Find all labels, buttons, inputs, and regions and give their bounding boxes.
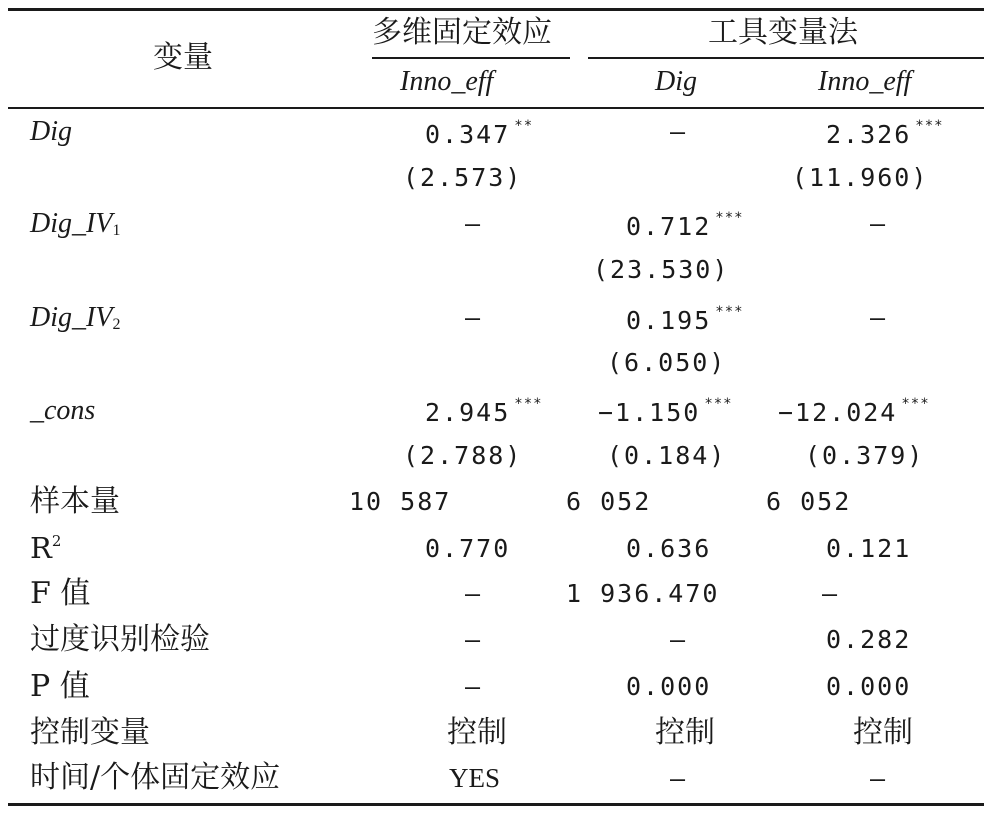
- group1-underline: [372, 57, 570, 59]
- header-group-fixed-effects: 多维固定效应: [372, 15, 552, 50]
- tstat-iv2-col2: (6.050): [607, 348, 727, 377]
- tstat-dig-col3: (11.960): [792, 163, 929, 192]
- coef-iv2-col1: —: [465, 303, 483, 332]
- controls-col3: 控制: [853, 715, 913, 750]
- p-value-col2: 0.000: [626, 672, 712, 701]
- coef-cons-col2: −1.150 ***: [598, 396, 733, 427]
- f-value-col1: —: [465, 579, 483, 608]
- header-col1: Inno_eff: [400, 66, 494, 97]
- sample-size-col2: 6 052: [566, 487, 652, 516]
- coef-cons-col3: −12.024 ***: [778, 396, 930, 427]
- group2-underline: [588, 57, 984, 59]
- coef-dig-col3: 2.326 ***: [826, 118, 944, 149]
- r-squared-col1: 0.770: [425, 534, 511, 563]
- fe-col2: —: [670, 764, 688, 793]
- tstat-cons-col3: (0.379): [805, 441, 925, 470]
- fe-col3: —: [870, 764, 888, 793]
- row-label-overid-test: 过度识别检验: [30, 622, 210, 657]
- bottom-rule: [8, 803, 984, 806]
- header-variable: 变量: [153, 40, 213, 75]
- tstat-iv1-col2: (23.530): [593, 255, 730, 284]
- coef-iv2-col3: —: [870, 303, 888, 332]
- coef-iv1-col2: 0.712 ***: [626, 210, 744, 241]
- header-rule: [8, 107, 984, 109]
- coef-iv1-col1: —: [465, 209, 483, 238]
- tstat-dig-col1: (2.573): [403, 163, 523, 192]
- f-value-col2: 1 936.470: [566, 579, 720, 608]
- row-label-p-value: P 值: [30, 669, 90, 704]
- row-label-dig-iv1: Dig_IV1: [30, 208, 121, 239]
- row-label-controls: 控制变量: [30, 715, 150, 750]
- header-group-iv: 工具变量法: [708, 15, 858, 50]
- controls-col1: 控制: [447, 715, 507, 750]
- stars: ***: [514, 396, 543, 412]
- coef-cons-col1: 2.945 ***: [425, 396, 543, 427]
- tstat-cons-col2: (0.184): [607, 441, 727, 470]
- coef-iv2-col2: 0.195 ***: [626, 304, 744, 335]
- stars: ***: [901, 396, 930, 412]
- p-value-col1: —: [465, 672, 483, 701]
- header-col2: Dig: [655, 66, 697, 97]
- overid-col1: —: [465, 625, 483, 654]
- row-label-dig: Dig: [30, 116, 72, 147]
- stars: ***: [915, 118, 944, 134]
- f-value-col3: —: [822, 579, 840, 608]
- overid-col3: 0.282: [826, 625, 912, 654]
- top-rule: [8, 8, 984, 11]
- stars: **: [514, 118, 534, 134]
- row-label-r-squared: $R^2$: [30, 531, 62, 565]
- row-label-cons: _cons: [30, 395, 96, 426]
- r-squared-col3: 0.121: [826, 534, 912, 563]
- row-label-dig-iv2: Dig_IV2: [30, 302, 121, 333]
- coef-dig-col2: —: [670, 117, 688, 146]
- r-squared-col2: 0.636: [626, 534, 712, 563]
- header-col3: Inno_eff: [818, 66, 912, 97]
- controls-col2: 控制: [655, 715, 715, 750]
- row-label-time-individual-fe: 时间/个体固定效应: [30, 760, 281, 795]
- sample-size-col3: 6 052: [766, 487, 852, 516]
- stars: ***: [715, 304, 744, 320]
- coef-dig-col1: 0.347 **: [425, 118, 534, 149]
- fe-col1: YES: [449, 763, 501, 793]
- tstat-cons-col1: (2.788): [403, 441, 523, 470]
- sample-size-col1: 10 587: [349, 487, 452, 516]
- p-value-col3: 0.000: [826, 672, 912, 701]
- stars: ***: [704, 396, 733, 412]
- row-label-f-value: F 值: [30, 576, 91, 611]
- stars: ***: [715, 210, 744, 226]
- row-label-sample-size: 样本量: [30, 484, 120, 519]
- overid-col2: —: [670, 625, 688, 654]
- coef-iv1-col3: —: [870, 209, 888, 238]
